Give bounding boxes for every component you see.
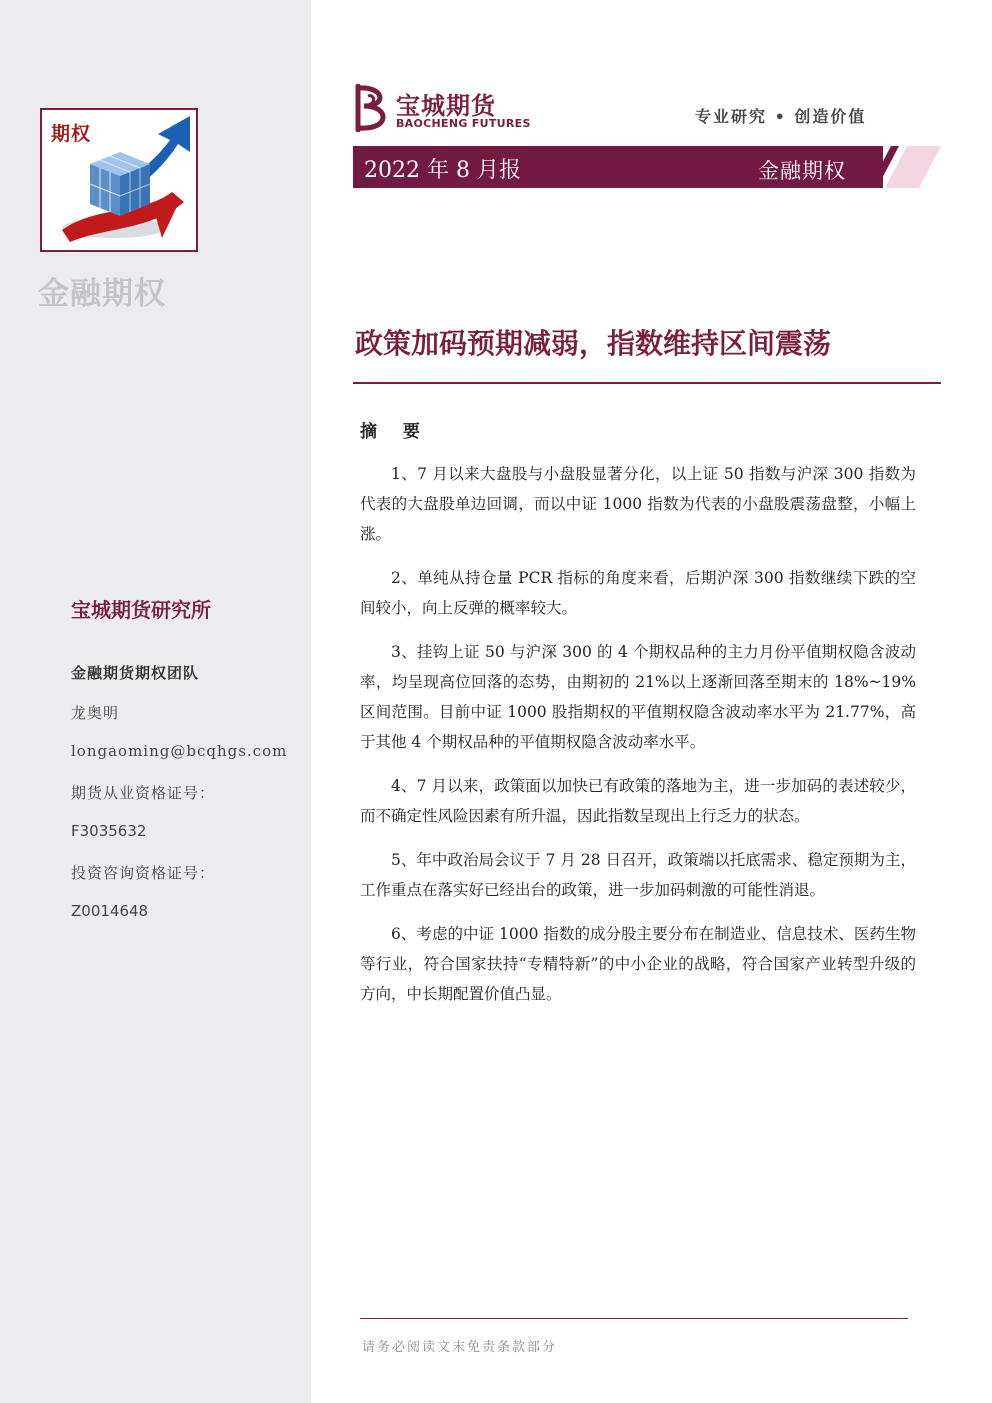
- banner-stripes: [853, 146, 943, 188]
- summary-paragraph: 4、7 月以来，政策面以加快已有政策的落地为主，进一步加码的表述较少，而不确定性风险因素有所升温，因此指数呈现出上行乏力的状态。: [360, 777, 916, 825]
- title-divider: [353, 382, 941, 384]
- report-category: 金融期权: [758, 159, 846, 183]
- report-period: 2022 年 8 月报: [364, 158, 521, 183]
- logo-text-en: BAOCHENG FUTURES: [396, 117, 531, 130]
- team-name: 金融期货期权团队: [71, 664, 200, 682]
- institute-name: 宝城期货研究所: [71, 598, 211, 622]
- logo-text-cn: 宝城期货: [396, 92, 496, 120]
- summary-paragraph: 6、考虑的中证 1000 指数的成分股主要分布在制造业、信息技术、医药生物等行业，符合国家扶持“专精特新”的中小企业的战略，符合国家产业转型升级的方向，中长期配置价值凸显。: [360, 925, 916, 1003]
- sidebar-section-title: 金融期权: [38, 276, 166, 312]
- summary-paragraph: 5、年中政治局会议于 7 月 28 日召开，政策端以托底需求、稳定预期为主，工作重点在落实好已经出台的政策，进一步加码刺激的可能性消退。: [360, 851, 916, 899]
- summary-paragraph: 1、7 月以来大盘股与小盘股显著分化，以上证 50 指数与沪深 300 指数为代表的大盘股单边回调，而以中证 1000 指数为代表的小盘股震荡盘整，小幅上涨。: [360, 465, 916, 543]
- summary-list: [360, 459, 916, 1023]
- summary-paragraph: 2、单纯从持仓量 PCR 指标的角度来看，后期沪深 300 指数继续下跌的空间较小，向上反弹的概率较大。: [360, 569, 916, 617]
- abstract-label: 摘 要: [360, 422, 430, 442]
- footer-divider: [360, 1318, 908, 1319]
- analyst-name: 龙奥明: [71, 704, 120, 722]
- baocheng-logo-icon: [354, 84, 394, 132]
- cover-image: [40, 108, 198, 252]
- sidebar: [0, 0, 311, 1403]
- analyst-email: longaoming@bcqhgs.com: [71, 742, 288, 760]
- futures-cert-label: 期货从业资格证号：: [71, 784, 216, 802]
- disclaimer-note: 请务必阅读文末免责条款部分: [362, 1340, 558, 1355]
- cover-label: 期权: [51, 123, 92, 145]
- summary-paragraph: 3、挂钩上证 50 与沪深 300 的 4 个期权品种的主力月份平值期权隐含波动率，均呈现高位回落的态势，由期初的 21%以上逐渐回落至期末的 18%~19%区间范围。目前中证 1000 股指期权的平值期权隐含波动率水平为 21.77%，高于其他 4 个期权品种的平值期权隐含波动率水平。: [360, 643, 916, 751]
- slogan: 专业研究 • 创造价值: [695, 107, 867, 126]
- futures-cert-number: F3035632: [71, 822, 147, 840]
- invest-cert-label: 投资咨询资格证号：: [71, 864, 216, 882]
- page-title: 政策加码预期减弱，指数维持区间震荡: [355, 327, 832, 360]
- invest-cert-number: Z0014648: [71, 902, 149, 920]
